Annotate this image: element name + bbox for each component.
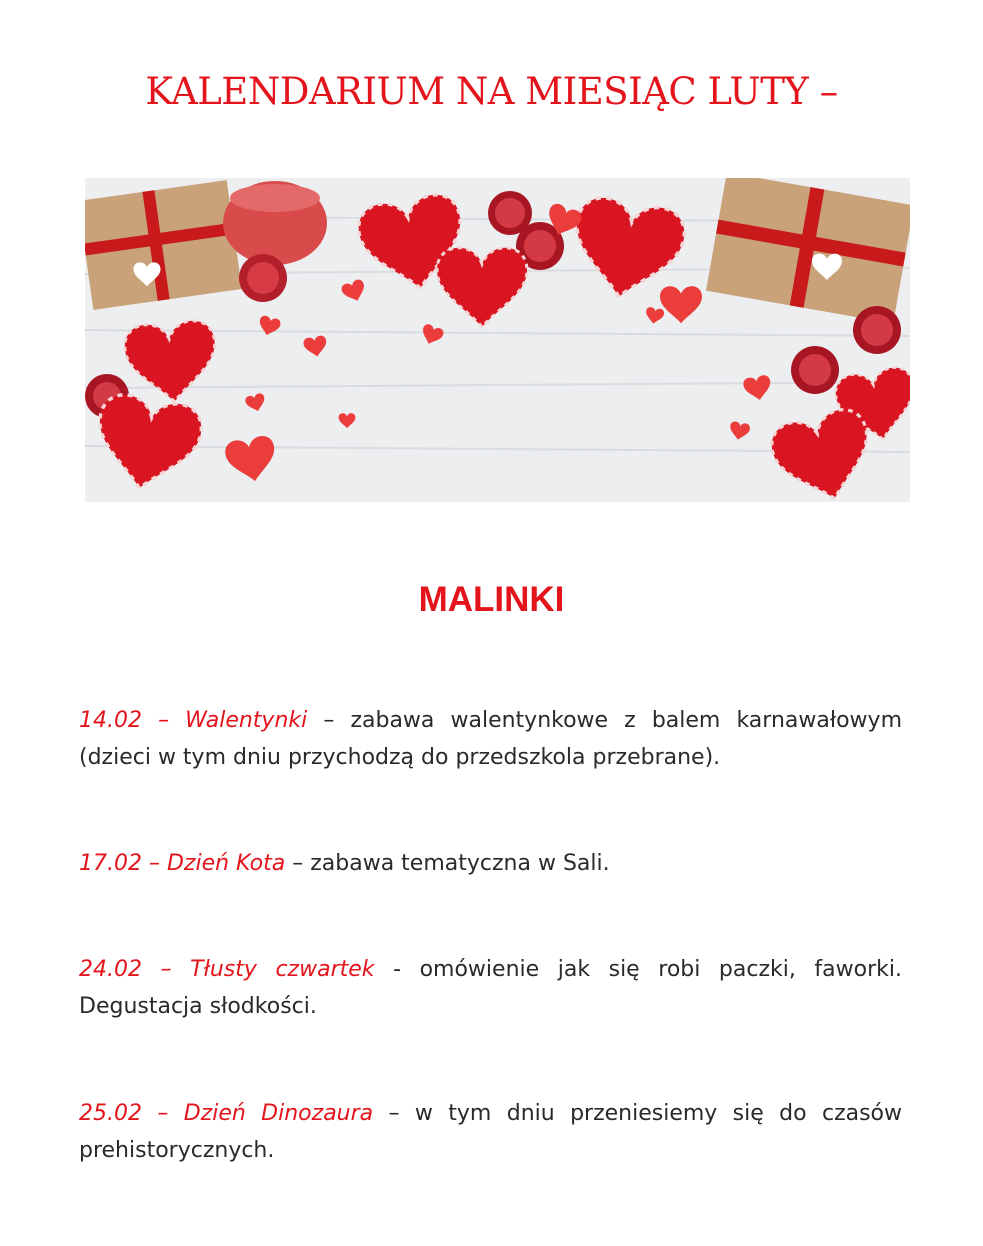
event-item xyxy=(79,845,902,882)
page-title: KALENDARIUM NA MIESIĄC LUTY – xyxy=(145,70,838,113)
group-name-heading: MALINKI xyxy=(418,580,565,619)
event-item xyxy=(79,951,902,1025)
event-description: – w tym dniu przeniesiemy się do czasów prehistorycznych. xyxy=(79,1101,903,1163)
valentine-banner-image xyxy=(85,178,910,502)
event-item xyxy=(79,702,902,776)
event-item xyxy=(79,1095,902,1169)
event-description: – zabawa tematyczna w Sali. xyxy=(285,851,610,876)
event-date-title: 17.02 – Dzień Kota xyxy=(79,851,286,876)
event-date-title: 24.02 – Tłusty czwartek xyxy=(79,957,375,982)
event-date-title: 25.02 – Dzień Dinozaura xyxy=(79,1101,374,1126)
event-description: – zabawa walentynkowe z balem karnawałowym (dzieci w tym dniu przychodzą do przedszkola przebrane). xyxy=(79,708,902,770)
gift-box-left xyxy=(85,180,242,310)
event-date-title: 14.02 – Walentynki xyxy=(79,708,308,733)
event-description: - omówienie jak się robi paczki, faworki. Degustacja słodkości. xyxy=(79,957,902,1019)
